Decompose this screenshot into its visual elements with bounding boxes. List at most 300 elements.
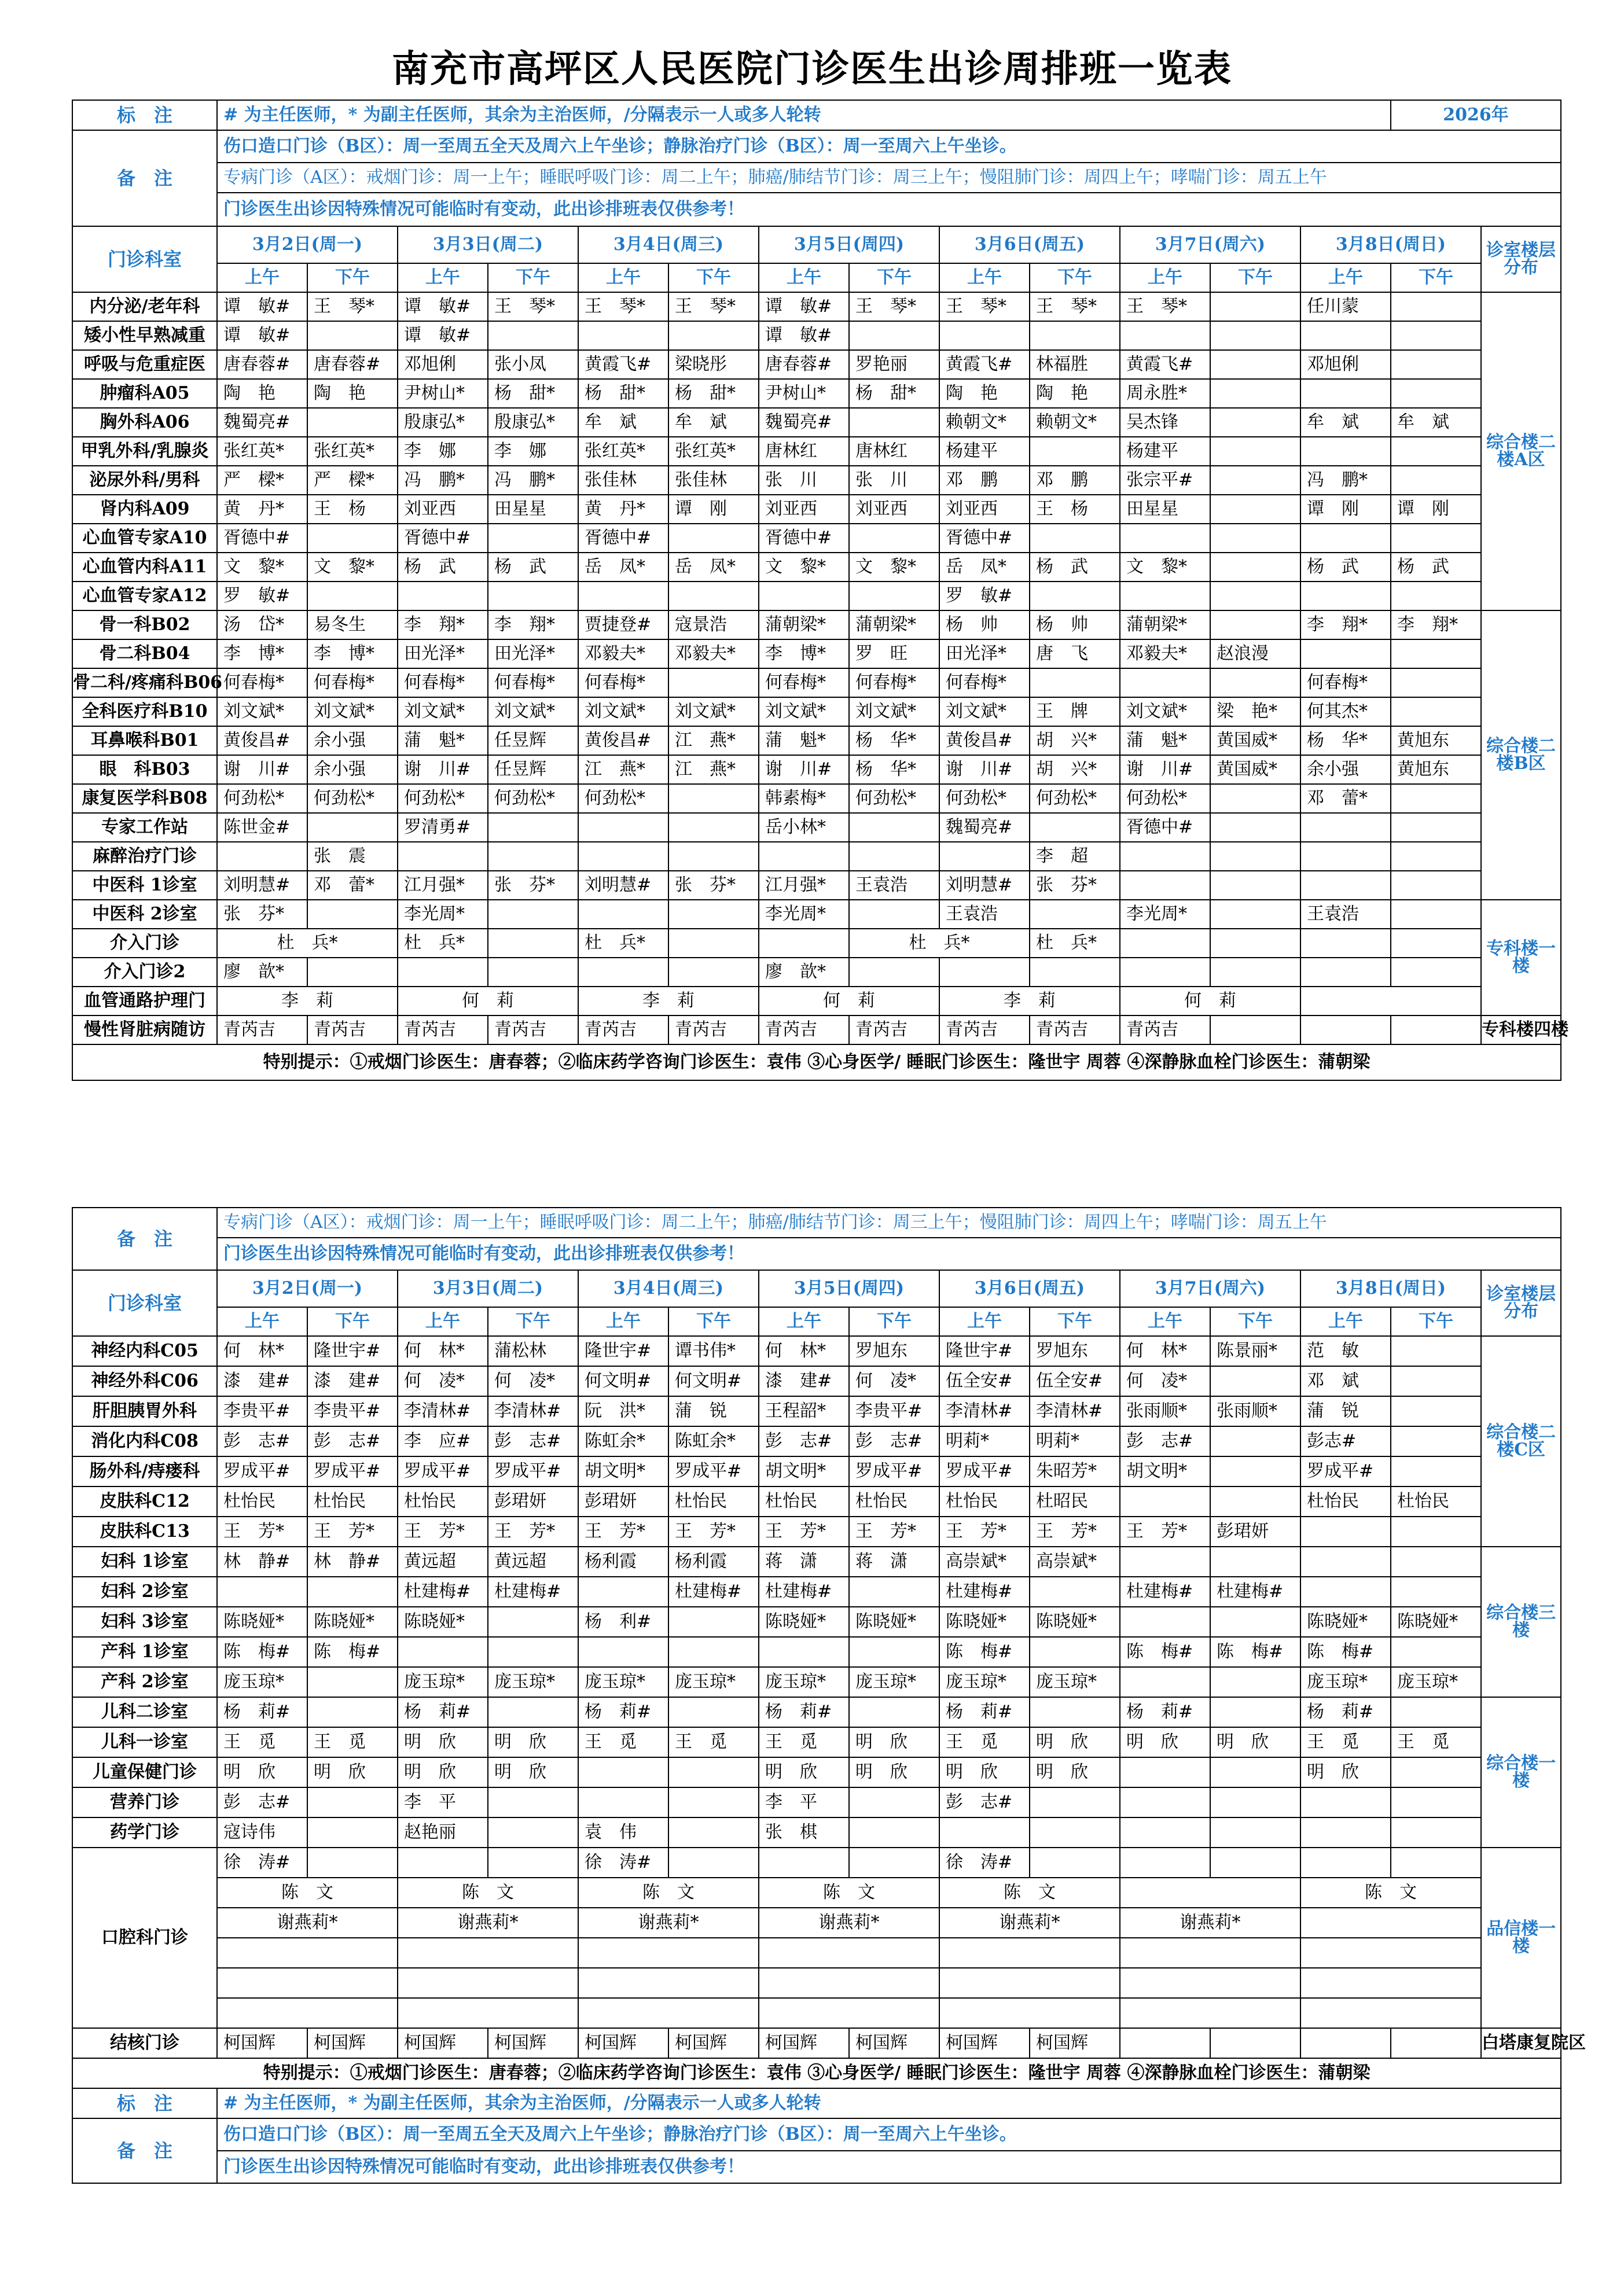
- schedule-cell: 陶 艳: [1030, 379, 1120, 408]
- schedule-cell: [307, 1667, 398, 1697]
- schedule-cell: [1030, 1637, 1120, 1667]
- table-row: [72, 958, 1561, 987]
- floor-label: 专科楼四楼: [1481, 1015, 1561, 1044]
- schedule-cell: [1300, 929, 1391, 958]
- schedule-cell: [849, 958, 939, 987]
- schedule-cell: 庞玉琼*: [578, 1667, 668, 1697]
- schedule-cell: 岳 凤*: [668, 553, 759, 582]
- day-header: 3月6日(周五): [939, 1270, 1120, 1307]
- schedule-cell: 殷康弘*: [488, 408, 578, 437]
- special-clinic-note: 专病门诊（A区）：戒烟门诊：周一上午；睡眠呼吸门诊：周二上午；肺癌/肺结节门诊：周三上午；慢阻肺门诊：周四上午；哮喘门诊：周五上午: [217, 1208, 1561, 1238]
- schedule-cell: 明 欣: [307, 1757, 398, 1787]
- schedule-cell: 何春梅*: [1300, 668, 1391, 697]
- schedule-cell: [759, 582, 849, 610]
- schedule-cell: [1391, 1757, 1481, 1787]
- schedule-cell: 明 欣: [1120, 1727, 1210, 1757]
- dept-label: 介入门诊: [72, 929, 217, 958]
- schedule-cell: [307, 408, 398, 437]
- schedule-cell: 何春梅*: [488, 668, 578, 697]
- table-row: [72, 1848, 1561, 1878]
- schedule-cell: [849, 1637, 939, 1667]
- dept-label: 泌尿外科/男科: [72, 466, 217, 495]
- schedule-cell: 明 欣: [1210, 1727, 1300, 1757]
- schedule-cell: [849, 1577, 939, 1607]
- special-tip: 特别提示：①戒烟门诊医生：唐春蓉；②临床药学咨询门诊医生：袁伟 ③心身医学/ 睡眠门诊医生：隆世宇 周蓉 ④深静脉血栓门诊医生：蒲朝梁: [72, 1044, 1561, 1080]
- schedule-cell: 李 平: [759, 1787, 849, 1817]
- schedule-cell: [1300, 1908, 1481, 1938]
- schedule-cell: [1030, 321, 1120, 350]
- schedule-cell: [1210, 1015, 1300, 1044]
- schedule-cell: 江月强*: [759, 871, 849, 900]
- table-row: [72, 1998, 1561, 2028]
- schedule-cell: [398, 1938, 578, 1968]
- schedule-cell: 杜 兵*: [398, 929, 488, 958]
- schedule-cell: 唐春蓉#: [759, 350, 849, 379]
- schedule-cell: 谭 刚: [1300, 495, 1391, 524]
- schedule-cell: 李 莉: [578, 987, 759, 1015]
- schedule-cell: 杨 武: [1300, 553, 1391, 582]
- schedule-cell: [668, 1637, 759, 1667]
- schedule-cell: [578, 1787, 668, 1817]
- schedule-cell: 何春梅*: [849, 668, 939, 697]
- am-header: 上午: [398, 263, 488, 292]
- schedule-cell: 谢 川#: [759, 755, 849, 784]
- schedule-cell: 黄霞飞#: [939, 350, 1030, 379]
- dept-label: 产科 1诊室: [72, 1637, 217, 1667]
- schedule-cell: [1210, 350, 1300, 379]
- legend-note: # 为主任医师，* 为副主任医师，其余为主治医师，/分隔表示一人或多人轮转: [217, 2088, 1561, 2118]
- schedule-cell: 陈晓娅*: [1391, 1607, 1481, 1637]
- table-row: [72, 408, 1561, 437]
- schedule-cell: [1391, 1426, 1481, 1456]
- schedule-cell: [759, 1848, 849, 1878]
- legend-label: 标 注: [72, 100, 217, 130]
- schedule-cell: 彭 志#: [217, 1426, 307, 1456]
- schedule-cell: 黄俊昌#: [217, 726, 307, 755]
- schedule-cell: 尹树山*: [759, 379, 849, 408]
- schedule-cell: 廖 歆*: [759, 958, 849, 987]
- schedule-cell: 李清林#: [398, 1396, 488, 1426]
- schedule-cell: 李贵平#: [307, 1396, 398, 1426]
- pm-header: 下午: [1030, 1307, 1120, 1336]
- schedule-cell: [1030, 958, 1120, 987]
- schedule-cell: 王袁浩: [1300, 900, 1391, 929]
- schedule-cell: [1300, 987, 1481, 1015]
- schedule-cell: 李贵平#: [217, 1396, 307, 1426]
- table-row: [72, 100, 1561, 130]
- schedule-cell: 何 莉: [398, 987, 578, 1015]
- schedule-cell: 柯国辉: [578, 2028, 668, 2058]
- schedule-cell: 蒲朝梁*: [849, 610, 939, 639]
- schedule-cell: 杜建梅#: [939, 1577, 1030, 1607]
- schedule-cell: [1300, 321, 1391, 350]
- day-header: 3月7日(周六): [1120, 1270, 1300, 1307]
- schedule-cell: 陈 文: [1300, 1878, 1481, 1908]
- schedule-cell: 朱昭芳*: [1030, 1456, 1120, 1486]
- dept-label: 介入门诊2: [72, 958, 217, 987]
- schedule-cell: 明 欣: [1030, 1757, 1120, 1787]
- schedule-cell: 谭 敏#: [398, 321, 488, 350]
- schedule-cell: 柯国辉: [1030, 2028, 1120, 2058]
- schedule-cell: [1120, 929, 1210, 958]
- schedule-cell: [1210, 900, 1300, 929]
- table-row: [72, 726, 1561, 755]
- change-note: 门诊医生出诊因特殊情况可能临时有变动，此出诊排班表仅供参考！: [217, 2151, 1561, 2183]
- schedule-cell: 刘明慧#: [939, 871, 1030, 900]
- schedule-cell: [1391, 437, 1481, 466]
- schedule-cell: 伍全安#: [1030, 1366, 1120, 1396]
- schedule-cell: [939, 1817, 1030, 1848]
- schedule-cell: [217, 1968, 398, 1998]
- schedule-cell: 李 翔*: [398, 610, 488, 639]
- schedule-cell: 柯国辉: [217, 2028, 307, 2058]
- schedule-cell: 何劲松*: [488, 784, 578, 813]
- table-row: [72, 130, 1561, 163]
- schedule-cell: [1030, 1848, 1120, 1878]
- schedule-cell: [488, 1817, 578, 1848]
- schedule-cell: 庞玉琼*: [488, 1667, 578, 1697]
- dept-label: 妇科 1诊室: [72, 1547, 217, 1577]
- schedule-cell: 彭志#: [1300, 1426, 1391, 1456]
- schedule-cell: [578, 1998, 759, 2028]
- schedule-cell: [1300, 1968, 1481, 1998]
- schedule-cell: [1210, 321, 1300, 350]
- schedule-cell: 李 超: [1030, 842, 1120, 871]
- schedule-cell: [1030, 668, 1120, 697]
- schedule-cell: [1391, 958, 1481, 987]
- schedule-cell: 谭 刚: [1391, 495, 1481, 524]
- table-row: [72, 1938, 1561, 1968]
- schedule-cell: [1391, 2028, 1481, 2058]
- schedule-cell: 彭 志#: [1120, 1426, 1210, 1456]
- schedule-cell: 蒋 潇: [849, 1547, 939, 1577]
- schedule-cell: 黄国威*: [1210, 726, 1300, 755]
- schedule-cell: [1391, 1396, 1481, 1426]
- schedule-cell: [1300, 871, 1391, 900]
- special-clinic-note: 专病门诊（A区）：戒烟门诊：周一上午；睡眠呼吸门诊：周二上午；肺癌/肺结节门诊：周三上午；慢阻肺门诊：周四上午；哮喘门诊：周五上午: [217, 163, 1561, 193]
- schedule-cell: [1391, 1697, 1481, 1727]
- pm-header: 下午: [307, 1307, 398, 1336]
- schedule-cell: 胡 兴*: [1030, 726, 1120, 755]
- schedule-cell: [488, 321, 578, 350]
- schedule-cell: [488, 842, 578, 871]
- schedule-cell: [307, 900, 398, 929]
- schedule-cell: 陶 艳: [217, 379, 307, 408]
- schedule-cell: 李 应#: [398, 1426, 488, 1456]
- floor-label: 专科楼一楼: [1481, 900, 1561, 1015]
- schedule-cell: 张红英*: [217, 437, 307, 466]
- schedule-cell: 罗成平#: [1300, 1456, 1391, 1486]
- schedule-cell: 陈虹余*: [578, 1426, 668, 1456]
- dept-label: 骨二科/疼痛科B06: [72, 668, 217, 697]
- wound-note: 伤口造口门诊（B区）：周一至周五全天及周六上午坐诊；静脉治疗门诊（B区）：周一至周六上午坐诊。: [217, 2118, 1561, 2151]
- schedule-cell: [1120, 1817, 1210, 1848]
- table-row: [72, 553, 1561, 582]
- schedule-cell: 明 欣: [398, 1727, 488, 1757]
- schedule-cell: 青芮吉: [398, 1015, 488, 1044]
- table-row: [72, 784, 1561, 813]
- schedule-cell: [668, 321, 759, 350]
- schedule-cell: 胡 兴*: [1030, 755, 1120, 784]
- schedule-cell: [488, 900, 578, 929]
- table-row: [72, 582, 1561, 610]
- schedule-cell: [668, 842, 759, 871]
- day-header: 3月5日(周四): [759, 1270, 939, 1307]
- schedule-cell: 王 芳*: [307, 1517, 398, 1547]
- schedule-cell: 林 静#: [217, 1547, 307, 1577]
- schedule-cell: 李清林#: [1030, 1396, 1120, 1426]
- schedule-cell: [849, 1697, 939, 1727]
- schedule-table-1: [72, 100, 1568, 1081]
- schedule-cell: [1300, 1577, 1391, 1607]
- schedule-cell: [1120, 842, 1210, 871]
- schedule-cell: 赖朝文*: [1030, 408, 1120, 437]
- dept-label: 全科医疗科B10: [72, 697, 217, 726]
- schedule-cell: [1120, 524, 1210, 553]
- schedule-cell: [1120, 1938, 1300, 1968]
- dept-label: 中医科 1诊室: [72, 871, 217, 900]
- schedule-cell: 蒲 魁*: [1120, 726, 1210, 755]
- schedule-cell: 田光泽*: [939, 639, 1030, 668]
- schedule-cell: [1210, 582, 1300, 610]
- table-row: [72, 437, 1561, 466]
- schedule-cell: [849, 813, 939, 842]
- schedule-cell: 张 芬*: [488, 871, 578, 900]
- schedule-cell: 青芮吉: [849, 1015, 939, 1044]
- schedule-cell: 徐 涛#: [578, 1848, 668, 1878]
- table-row: [72, 1517, 1561, 1547]
- schedule-cell: 李 莉: [217, 987, 398, 1015]
- schedule-cell: [1210, 495, 1300, 524]
- schedule-cell: 周永胜*: [1120, 379, 1210, 408]
- schedule-cell: 王 芳*: [939, 1517, 1030, 1547]
- dept-label: 肠外科/痔瘘科: [72, 1456, 217, 1486]
- schedule-cell: [1120, 1667, 1210, 1697]
- dept-label: 神经内科C05: [72, 1336, 217, 1366]
- table-row: [72, 524, 1561, 553]
- floor-label: 综合楼一楼: [1481, 1697, 1561, 1848]
- schedule-cell: [1210, 1667, 1300, 1697]
- pm-header: 下午: [1391, 1307, 1481, 1336]
- schedule-cell: 彭珺妍: [488, 1486, 578, 1517]
- schedule-cell: 王 觅: [668, 1727, 759, 1757]
- schedule-cell: 隆世宇#: [307, 1336, 398, 1366]
- schedule-cell: [1300, 1787, 1391, 1817]
- schedule-cell: 袁 伟: [578, 1817, 668, 1848]
- schedule-cell: 刘亚西: [759, 495, 849, 524]
- schedule-cell: 柯国辉: [849, 2028, 939, 2058]
- schedule-cell: 杜建梅#: [398, 1577, 488, 1607]
- schedule-cell: [668, 1607, 759, 1637]
- table-row: [72, 1727, 1561, 1757]
- schedule-cell: 陶 艳: [939, 379, 1030, 408]
- schedule-cell: 胥德中#: [217, 524, 307, 553]
- schedule-cell: 王 芳*: [849, 1517, 939, 1547]
- schedule-cell: 田星星: [488, 495, 578, 524]
- table-row: [72, 1577, 1561, 1607]
- schedule-cell: [1210, 813, 1300, 842]
- schedule-cell: [1210, 408, 1300, 437]
- pm-header: 下午: [1391, 263, 1481, 292]
- dept-label: 骨二科B04: [72, 639, 217, 668]
- schedule-cell: 刘文斌*: [668, 697, 759, 726]
- schedule-cell: 王 杨: [1030, 495, 1120, 524]
- table-row: [72, 1270, 1561, 1307]
- dept-label: 心血管专家A12: [72, 582, 217, 610]
- dept-label: 麻醉治疗门诊: [72, 842, 217, 871]
- schedule-cell: 何 林*: [398, 1336, 488, 1366]
- dept-label: 儿童保健门诊: [72, 1757, 217, 1787]
- schedule-cell: 罗成平#: [307, 1456, 398, 1486]
- change-note: 门诊医生出诊因特殊情况可能临时有变动，此出诊排班表仅供参考！: [217, 1238, 1561, 1270]
- schedule-cell: 青芮吉: [759, 1015, 849, 1044]
- schedule-cell: 寇诗伟: [217, 1817, 307, 1848]
- schedule-cell: 谢燕莉*: [398, 1908, 578, 1938]
- schedule-cell: [939, 842, 1030, 871]
- day-header: 3月4日(周三): [578, 1270, 759, 1307]
- table-row: [72, 495, 1561, 524]
- am-header: 上午: [217, 1307, 307, 1336]
- table-row: [72, 1366, 1561, 1396]
- schedule-cell: [1300, 1015, 1391, 1044]
- schedule-cell: 青芮吉: [307, 1015, 398, 1044]
- schedule-cell: 王 觅: [578, 1727, 668, 1757]
- schedule-cell: 王 琴*: [849, 292, 939, 321]
- schedule-cell: 黄霞飞#: [578, 350, 668, 379]
- schedule-cell: [1391, 582, 1481, 610]
- table-row: [72, 1044, 1561, 1080]
- table-row: [72, 350, 1561, 379]
- schedule-cell: [1391, 1547, 1481, 1577]
- schedule-cell: 明 欣: [488, 1757, 578, 1787]
- table-row: [72, 2151, 1561, 2183]
- schedule-cell: [759, 1968, 939, 1998]
- schedule-cell: 谢燕莉*: [759, 1908, 939, 1938]
- schedule-cell: 谭 敏#: [217, 292, 307, 321]
- schedule-cell: 庞玉琼*: [939, 1667, 1030, 1697]
- schedule-cell: 王 芳*: [217, 1517, 307, 1547]
- schedule-cell: [1120, 321, 1210, 350]
- dept-label: 结核门诊: [72, 2028, 217, 2058]
- schedule-cell: 刘文斌*: [217, 697, 307, 726]
- schedule-cell: 杜 兵*: [1030, 929, 1120, 958]
- schedule-cell: 何劲松*: [939, 784, 1030, 813]
- schedule-cell: 青芮吉: [939, 1015, 1030, 1044]
- schedule-cell: [1120, 958, 1210, 987]
- schedule-cell: 李光周*: [398, 900, 488, 929]
- schedule-cell: 柯国辉: [398, 2028, 488, 2058]
- legend-label: 标 注: [72, 2088, 217, 2118]
- schedule-cell: [668, 1697, 759, 1727]
- schedule-cell: 尹树山*: [398, 379, 488, 408]
- schedule-cell: 文 黎*: [849, 553, 939, 582]
- schedule-cell: [488, 1787, 578, 1817]
- schedule-cell: [1391, 321, 1481, 350]
- schedule-cell: [1120, 1547, 1210, 1577]
- schedule-cell: 林 静#: [307, 1547, 398, 1577]
- dept-header: 门诊科室: [72, 226, 217, 292]
- schedule-cell: 罗成平#: [939, 1456, 1030, 1486]
- schedule-cell: 隆世宇#: [939, 1336, 1030, 1366]
- schedule-cell: [1030, 1787, 1120, 1817]
- dept-label: 心血管内科A11: [72, 553, 217, 582]
- schedule-cell: 黄 丹*: [578, 495, 668, 524]
- schedule-cell: 谢 川#: [217, 755, 307, 784]
- schedule-cell: [668, 1817, 759, 1848]
- table-row: [72, 1878, 1561, 1908]
- schedule-cell: 江 燕*: [668, 755, 759, 784]
- schedule-cell: [1120, 1787, 1210, 1817]
- schedule-cell: 明莉*: [1030, 1426, 1120, 1456]
- am-header: 上午: [759, 1307, 849, 1336]
- schedule-cell: 邓 蕾*: [1300, 784, 1391, 813]
- dept-label: 血管通路护理门: [72, 987, 217, 1015]
- dept-label: 肾内科A09: [72, 495, 217, 524]
- schedule-cell: 陈景丽*: [1210, 1336, 1300, 1366]
- schedule-cell: 谢燕莉*: [939, 1908, 1120, 1938]
- schedule-cell: [488, 929, 578, 958]
- table-row: [72, 321, 1561, 350]
- schedule-cell: 李清林#: [488, 1396, 578, 1426]
- table-row: [72, 1817, 1561, 1848]
- schedule-cell: [1210, 466, 1300, 495]
- pm-header: 下午: [1030, 263, 1120, 292]
- schedule-cell: 唐林红: [759, 437, 849, 466]
- schedule-cell: 刘文斌*: [1120, 697, 1210, 726]
- schedule-cell: 王 芳*: [488, 1517, 578, 1547]
- table-row: [72, 1968, 1561, 1998]
- dept-label: 营养门诊: [72, 1787, 217, 1817]
- schedule-cell: [1210, 553, 1300, 582]
- schedule-cell: [668, 668, 759, 697]
- schedule-cell: [1300, 1817, 1391, 1848]
- schedule-cell: 陈晓娅*: [939, 1607, 1030, 1637]
- schedule-cell: 陈 文: [217, 1878, 398, 1908]
- schedule-cell: 蒲松林: [488, 1336, 578, 1366]
- schedule-cell: 陈 梅#: [1210, 1637, 1300, 1667]
- schedule-cell: [939, 321, 1030, 350]
- schedule-cell: [578, 582, 668, 610]
- schedule-cell: 庞玉琼*: [1030, 1667, 1120, 1697]
- dept-header: 门诊科室: [72, 1270, 217, 1336]
- schedule-cell: 杜 兵*: [849, 929, 1030, 958]
- schedule-cell: 明 欣: [398, 1757, 488, 1787]
- table-row: [72, 1238, 1561, 1270]
- schedule-cell: [307, 582, 398, 610]
- schedule-cell: 刘文斌*: [488, 697, 578, 726]
- schedule-cell: 杨 华*: [1300, 726, 1391, 755]
- schedule-cell: [1210, 379, 1300, 408]
- schedule-cell: 陈 梅#: [307, 1637, 398, 1667]
- schedule-cell: 谭 敏#: [759, 292, 849, 321]
- schedule-cell: 胥德中#: [759, 524, 849, 553]
- schedule-cell: 王 琴*: [488, 292, 578, 321]
- schedule-cell: 徐 涛#: [217, 1848, 307, 1878]
- schedule-cell: 杨 帅: [1030, 610, 1120, 639]
- schedule-cell: [1030, 1817, 1120, 1848]
- pm-header: 下午: [1210, 1307, 1300, 1336]
- schedule-cell: [488, 958, 578, 987]
- schedule-cell: 李贵平#: [849, 1396, 939, 1426]
- schedule-cell: 岳小林*: [759, 813, 849, 842]
- year-label: 2026年: [1391, 100, 1561, 130]
- schedule-cell: 杨 武: [398, 553, 488, 582]
- schedule-cell: 汤 岱*: [217, 610, 307, 639]
- schedule-cell: 文 黎*: [217, 553, 307, 582]
- schedule-cell: 邓毅夫*: [578, 639, 668, 668]
- schedule-cell: [1300, 2028, 1391, 2058]
- schedule-cell: 江月强*: [398, 871, 488, 900]
